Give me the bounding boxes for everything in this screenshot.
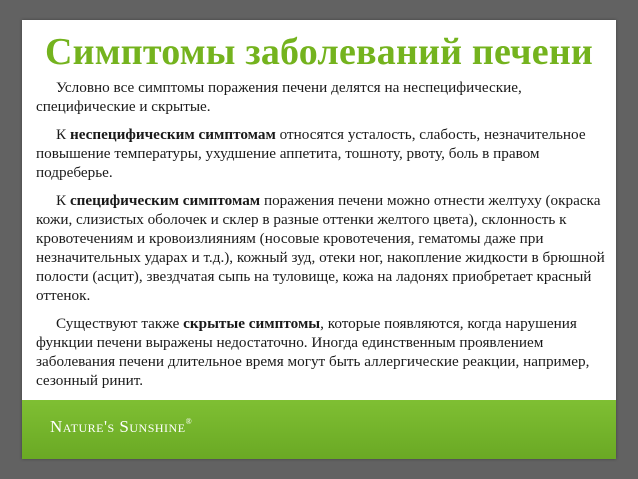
slide-body bbox=[36, 78, 610, 399]
paragraph-bold-term: скрытые симптомы bbox=[183, 315, 321, 332]
footer-bar bbox=[22, 400, 616, 459]
paragraph-text: Существуют также bbox=[56, 315, 184, 332]
registered-mark: ® bbox=[185, 417, 193, 426]
paragraph-text: К bbox=[56, 126, 70, 143]
brand-logo-text: Nature's Sunshine bbox=[50, 417, 186, 436]
paragraph-bold-term: специфическим симптомам bbox=[69, 192, 261, 209]
slide bbox=[22, 20, 616, 459]
paragraph-specific bbox=[36, 191, 610, 305]
paragraph-intro bbox=[36, 78, 610, 116]
paragraph-nonspecific bbox=[36, 125, 610, 182]
paragraph-hidden bbox=[36, 314, 610, 390]
brand-logo bbox=[50, 417, 192, 437]
paragraph-text: , которые появляются, когда нарушения функции печени выражены недостаточно. Иногда единственным проявлением заболевания печени длительное время могут быть аллергические реакции, например, сезонный ринит. bbox=[36, 315, 590, 389]
paragraph-text: К bbox=[56, 192, 70, 209]
paragraph-text: относятся усталость, слабость, незначительное повышение температуры, ухудшение аппетита, тошноту, рвоту, боль в правом подреберье. bbox=[36, 126, 586, 181]
paragraph-bold-term: неспецифическим симптомам bbox=[69, 126, 276, 143]
paragraph-text: поражения печени можно отнести желтуху (окраска кожи, слизистых оболочек и склер в разные оттенки желтого цвета), склонность к кровотечениям и кровоизлияниям (носовые кровотечения, гематомы даже при незначительных ударах и т.д.), кожный зуд, отеки ног, накопление жидкости в брюшной полости (асцит), звездчатая сыпь на туловище, кожа на ладонях приобретает красный оттенок. bbox=[36, 192, 605, 304]
paragraph-text: Условно все симптомы поражения печени делятся на неспецифические, специфические и скрытые. bbox=[36, 79, 522, 115]
slide-title: Симптомы заболеваний печени bbox=[44, 31, 594, 73]
